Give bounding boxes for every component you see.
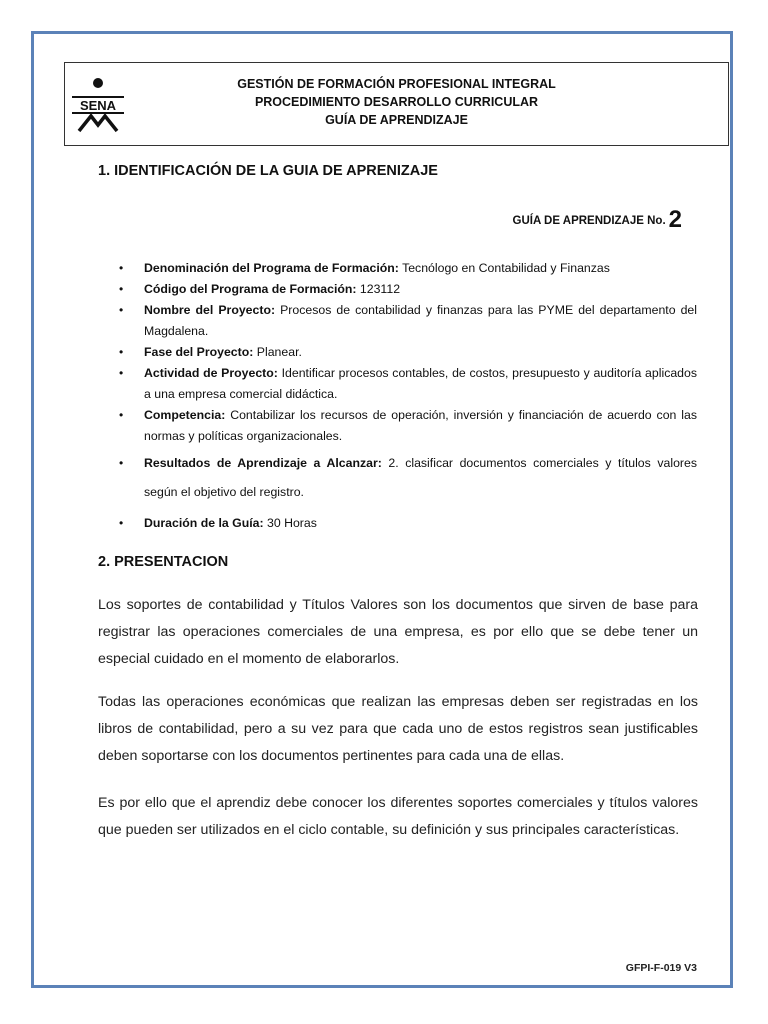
list-item-label: Duración de la Guía:: [144, 516, 264, 530]
guide-number-value: 2: [668, 206, 682, 233]
list-item-label: Actividad de Proyecto:: [144, 366, 278, 380]
list-item-value: Tecnólogo en Contabilidad y Finanzas: [398, 261, 610, 275]
bullet-dot: •: [119, 345, 124, 359]
list-item: [115, 342, 697, 363]
guide-number-label: GUÍA DE APRENDIZAJE No.: [512, 215, 666, 227]
header-title-block: [65, 75, 728, 129]
guide-number: [513, 206, 683, 234]
list-item-label: Código del Programa de Formación:: [144, 282, 357, 296]
list-item: [115, 405, 697, 447]
list-item-value: 30 Horas: [263, 516, 317, 530]
list-item: [115, 363, 697, 405]
list-item-value: 123112: [356, 282, 401, 296]
bullet-dot: •: [119, 366, 124, 380]
bullet-dot: •: [119, 303, 124, 317]
list-item-label: Competencia:: [144, 408, 226, 422]
list-item-value: Procesos de contabilidad y finanzas para las PYME del departamento del Magdalena.: [144, 303, 697, 338]
header-line-2: PROCEDIMIENTO DESARROLLO CURRICULAR: [254, 95, 539, 109]
list-item-label: Denominación del Programa de Formación:: [144, 261, 399, 275]
section-1-title: 1. IDENTIFICACIÓN DE LA GUIA DE APRENIZAJE: [98, 163, 438, 179]
list-item-label: Resultados de Aprendizaje a Alcanzar:: [144, 456, 382, 470]
list-item: [115, 300, 697, 342]
bullet-dot: •: [119, 282, 124, 296]
bullet-dot: •: [119, 261, 124, 275]
logo-text: SENA: [79, 98, 117, 113]
list-item-label: Fase del Proyecto:: [144, 345, 254, 359]
list-item-value: 2. clasificar documentos comerciales y títulos valores según el objetivo del registro.: [144, 456, 697, 499]
header-line-3: GUÍA DE APRENDIZAJE: [325, 113, 468, 127]
project-info-list: [115, 258, 697, 534]
section-2-title: 2. PRESENTACION: [98, 554, 229, 570]
document-header: [64, 62, 729, 146]
list-item: [115, 513, 697, 534]
list-item: [115, 258, 697, 279]
list-item-value: Planear.: [253, 345, 302, 359]
form-code: GFPI-F-019 V3: [625, 962, 697, 974]
list-item: [115, 279, 697, 300]
bullet-dot: •: [119, 456, 124, 470]
list-item-value: Contabilizar los recursos de operación, inversión y financiación de acuerdo con las normas y políticas organizacionales.: [144, 408, 697, 443]
list-item: [115, 449, 697, 507]
header-line-1: GESTIÓN DE FORMACIÓN PROFESIONAL INTEGRAL: [237, 77, 556, 91]
presentation-paragraph: Los soportes de contabilidad y Títulos Valores son los documentos que sirven de base para registrar las operaciones comerciales de una empresa, es por ello que se debe tener un especial cuidado en el momento de elaborarlos.: [98, 597, 698, 667]
bullet-dot: •: [119, 408, 124, 422]
presentation-paragraph: Es por ello que el aprendiz debe conocer los diferentes soportes comerciales y títulos valores que pueden ser utilizados en el ciclo contable, su definición y sus principales características.: [98, 795, 698, 838]
bullet-dot: •: [119, 516, 124, 530]
presentation-paragraph: Todas las operaciones económicas que realizan las empresas deben ser registradas en los libros de contabilidad, pero a su vez para que cada uno de estos registros sean justificables deben soportarse con los documentos pertinentes para cada una de ellas.: [98, 694, 698, 764]
list-item-value: Identificar procesos contables, de costos, presupuesto y auditoría aplicados a una empresa comercial didáctica.: [144, 366, 698, 401]
list-item-label: Nombre del Proyecto:: [144, 303, 276, 317]
